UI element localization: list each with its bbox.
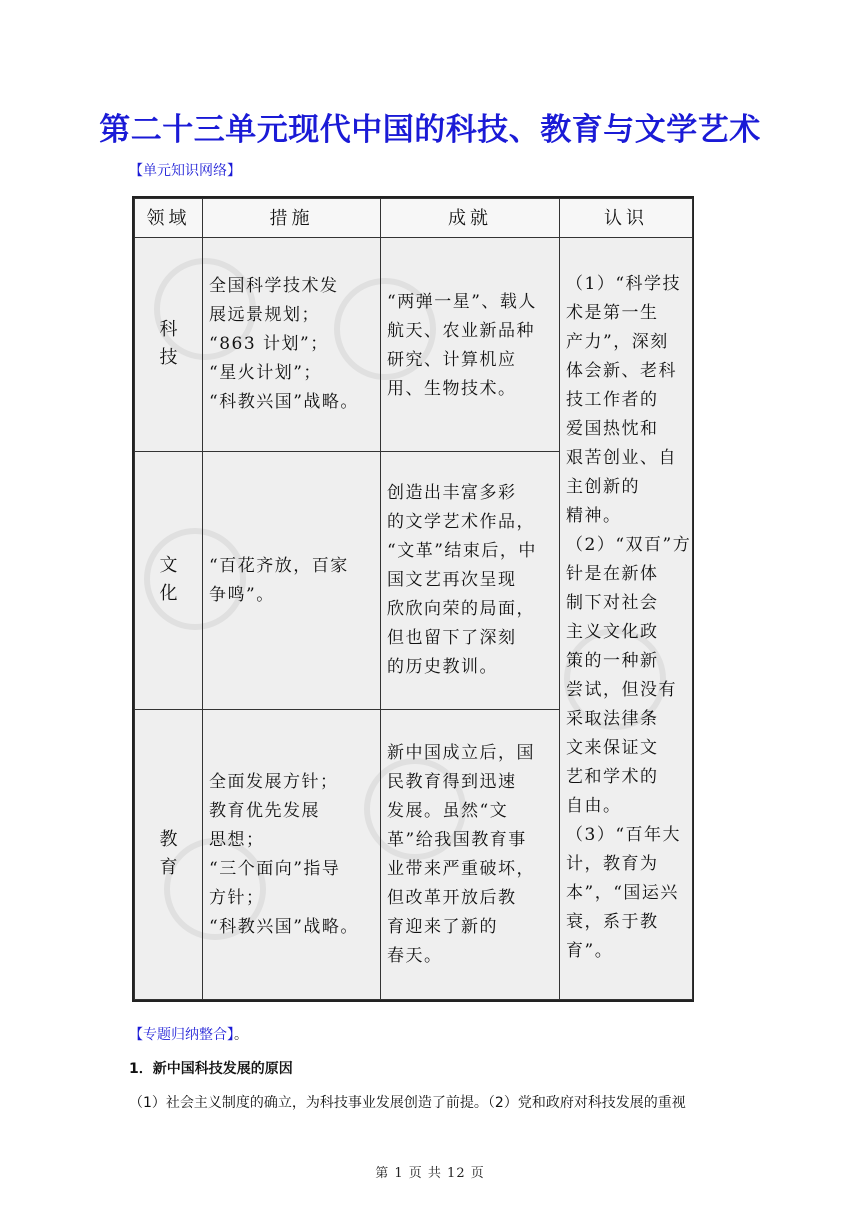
cell-line: 但也留下了深刻 xyxy=(387,628,517,648)
header-achievements: 成就 xyxy=(381,199,560,238)
cell-line: 技工作者的 xyxy=(566,390,659,410)
cell-line: （2）“双百”方 xyxy=(566,535,692,555)
cell-line: 但改革开放后教 xyxy=(387,887,517,908)
cell-line: 计，教育为 xyxy=(566,854,659,874)
cell-line: 衰，系于教 xyxy=(566,912,659,932)
knowledge-table xyxy=(134,198,693,1000)
domain-cell: 文化 xyxy=(159,555,178,604)
cell-line: 业带来严重破坏， xyxy=(387,858,535,879)
cell-line: 精神。 xyxy=(566,506,622,526)
cell-line: 针是在新体 xyxy=(566,564,659,584)
measures-cell xyxy=(203,552,380,610)
cell-line: 欣欣向荣的局面， xyxy=(387,599,535,619)
cell-line: 艺和学术的 xyxy=(566,767,659,787)
cell-line: 的文学艺术作品， xyxy=(387,512,535,532)
document-title: 第二十三单元现代中国的科技、教育与文学艺术 xyxy=(99,112,761,148)
cell-line: “两弹一星”、载人 xyxy=(387,292,537,312)
cell-line: “文革”结束后，中 xyxy=(387,541,537,561)
cell-line: 育”。 xyxy=(566,941,614,961)
cell-line: 文来保证文 xyxy=(566,738,659,758)
cell-line: “三个面向”指导 xyxy=(209,858,341,879)
cell-line: 策的一种新 xyxy=(566,651,659,671)
cell-line: “百花齐放，百家 xyxy=(209,555,349,576)
cell-line: 采取法律条 xyxy=(566,709,659,729)
page-footer: 第 1 页 共 12 页 xyxy=(375,1166,485,1181)
measures-cell xyxy=(203,272,380,417)
cell-line: 发展。虽然“文 xyxy=(387,800,509,821)
understanding-cell xyxy=(560,270,692,966)
cell-line: 国文艺再次呈现 xyxy=(387,570,517,590)
domain-cell: 教育 xyxy=(159,829,178,878)
section-label-summary xyxy=(129,1024,248,1044)
cell-line: 体会新、老科 xyxy=(566,361,677,381)
table-row xyxy=(135,238,693,452)
header-domain: 领域 xyxy=(135,199,203,238)
header-understanding: 认识 xyxy=(560,199,693,238)
cell-line: 方针； xyxy=(209,887,265,908)
cell-line: 艰苦创业、自 xyxy=(566,448,677,468)
cell-line: 民教育得到迅速 xyxy=(387,771,517,792)
cell-line: “科教兴国”战略。 xyxy=(209,916,359,937)
cell-line: “科教兴国”战略。 xyxy=(209,392,359,412)
cell-line: “863 计划”； xyxy=(209,334,329,354)
cell-line: 教育优先发展 xyxy=(209,800,320,821)
header-measures: 措施 xyxy=(203,199,381,238)
cell-line: 爱国热忱和 xyxy=(566,419,659,439)
cell-line: 本”，“国运兴 xyxy=(566,883,679,903)
section-summary-suffix: 。 xyxy=(234,1027,248,1043)
cell-line: 制下对社会 xyxy=(566,593,659,613)
table-header-row xyxy=(135,199,693,238)
cell-line: 育迎来了新的 xyxy=(387,916,498,937)
cell-line: （1）“科学技 xyxy=(566,274,682,294)
cell-line: 航天、农业新品种 xyxy=(387,321,535,341)
section-summary-text: 【专题归纳整合】 xyxy=(129,1027,234,1043)
cell-line: 主义文化政 xyxy=(566,622,659,642)
cell-line: 全国科学技术发 xyxy=(209,276,339,296)
cell-line: 的历史教训。 xyxy=(387,657,498,677)
cell-line: 主创新的 xyxy=(566,477,640,497)
cell-line: 争鸣”。 xyxy=(209,584,275,605)
domain-cell: 科技 xyxy=(159,319,178,368)
cell-line: 尝试，但没有 xyxy=(566,680,677,700)
knowledge-table-image xyxy=(132,196,694,1002)
cell-line: 全面发展方针； xyxy=(209,771,339,792)
cell-line: 研究、计算机应 xyxy=(387,350,517,370)
cell-line: 春天。 xyxy=(387,945,443,966)
achievements-cell xyxy=(381,288,559,404)
cell-line: 自由。 xyxy=(566,796,622,816)
cell-line: （3）“百年大 xyxy=(566,825,682,845)
cell-line: 用、生物技术。 xyxy=(387,379,517,399)
cell-line: 术是第一生 xyxy=(566,303,659,323)
achievements-cell xyxy=(381,739,559,971)
cell-line: 产力”，深刻 xyxy=(566,332,669,352)
cell-line: “星火计划”； xyxy=(209,363,322,383)
paragraph-reasons: （1）社会主义制度的确立，为科技事业发展创造了前提。（2）党和政府对科技发展的重视 xyxy=(129,1095,686,1111)
cell-line: 创造出丰富多彩 xyxy=(387,483,517,503)
cell-line: 思想； xyxy=(209,829,265,850)
measures-cell xyxy=(203,768,380,942)
cell-line: 展远景规划； xyxy=(209,305,320,325)
section-label-network: 【单元知识网络】 xyxy=(129,163,241,179)
cell-line: 新中国成立后，国 xyxy=(387,742,535,763)
cell-line: 革”给我国教育事 xyxy=(387,829,527,850)
achievements-cell xyxy=(381,479,559,682)
heading-reasons: 1．新中国科技发展的原因 xyxy=(129,1061,293,1077)
